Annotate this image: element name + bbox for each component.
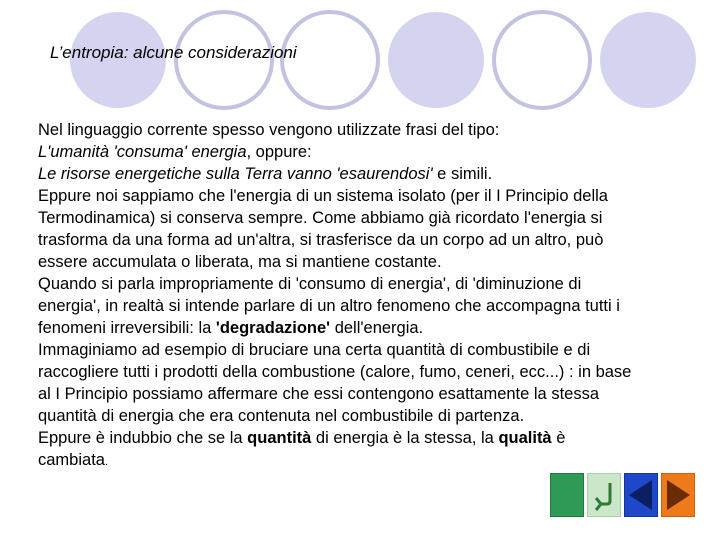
- body-text-segment: energia', in realtà si intende parlare di un altro fenomeno che accompagna tutti i: [38, 297, 620, 315]
- body-line: [38, 317, 698, 339]
- body-line: [38, 251, 698, 273]
- body-line: [38, 295, 698, 317]
- decorative-circle: [388, 12, 484, 108]
- body-text-segment: quantità: [247, 429, 312, 447]
- body-line: [38, 449, 698, 473]
- body-text-segment: .: [104, 456, 109, 468]
- previous-slide-button[interactable]: [624, 473, 658, 517]
- slide-title: L’entropia: alcune considerazioni: [50, 43, 297, 62]
- body-line: [38, 207, 698, 229]
- home-square-icon: [551, 474, 583, 516]
- triangle-left-icon: [625, 474, 657, 516]
- body-line: [38, 119, 698, 141]
- return-arrow-icon: [588, 474, 620, 516]
- body-line: [38, 339, 698, 361]
- decorative-circle: [494, 12, 590, 108]
- body-line: [38, 185, 698, 207]
- body-text-segment: essere accumulata o liberata, ma si mantiene costante.: [38, 253, 442, 271]
- body-text-segment: Immaginiamo ad esempio di bruciare una certa quantità di combustibile e di: [38, 341, 591, 359]
- body-text-segment: Quando si parla impropriamente di 'consumo di energia', di 'diminuzione di: [38, 275, 582, 293]
- return-button[interactable]: [587, 473, 621, 517]
- body-text-segment: Termodinamica) si conserva sempre. Come abbiamo già ricordato l'energia si: [38, 209, 603, 227]
- triangle-right-icon: [662, 474, 694, 516]
- body-text-segment: Le risorse energetiche sulla Terra vanno 'esaurendosi': [38, 165, 433, 183]
- body-text-segment: è: [551, 429, 566, 447]
- body-line: [38, 405, 698, 427]
- body-text-segment: dell'energia.: [330, 319, 424, 337]
- body-text-segment: di energia è la stessa, la: [311, 429, 499, 447]
- body-text-segment: fenomeni irreversibili: la: [38, 319, 216, 337]
- body-text-segment: 'degradazione': [215, 319, 331, 337]
- body-text-segment: Eppure è indubbio che se la: [38, 429, 248, 447]
- body-line: [38, 427, 698, 449]
- body-text-segment: Nel linguaggio corrente spesso vengono utilizzate frasi del tipo:: [38, 121, 500, 139]
- home-button[interactable]: [550, 473, 584, 517]
- body-line: [38, 141, 698, 163]
- body-text-segment: L'umanità 'consuma' energia: [38, 143, 247, 161]
- next-slide-button[interactable]: [661, 473, 695, 517]
- body-line: [38, 163, 698, 185]
- body-line: [38, 383, 698, 405]
- body-text-segment: Eppure noi sappiamo che l'energia di un sistema isolato (per il I Principio della: [38, 187, 608, 205]
- body-text-segment: , oppure:: [246, 143, 312, 161]
- body-line: [38, 273, 698, 295]
- body-text-segment: al I Principio possiamo affermare che essi contengono esattamente la stessa: [38, 385, 599, 403]
- body-text-segment: e simili.: [432, 165, 493, 183]
- body-text-segment: qualità: [498, 429, 552, 447]
- body-line: [38, 361, 698, 383]
- body-text-segment: quantità di energia che era contenuta nel combustibile di partenza.: [38, 407, 525, 425]
- body-text-segment: raccogliere tutti i prodotti della combustione (calore, fumo, ceneri, ecc...) : in base: [38, 363, 632, 381]
- body-text-segment: trasforma da una forma ad un'altra, si trasferisce da un corpo ad un altro, può: [38, 231, 604, 249]
- body-text-segment: cambiata: [38, 451, 105, 469]
- slide-body-text: [38, 119, 698, 473]
- body-line: [38, 229, 698, 251]
- decorative-circle: [600, 12, 696, 108]
